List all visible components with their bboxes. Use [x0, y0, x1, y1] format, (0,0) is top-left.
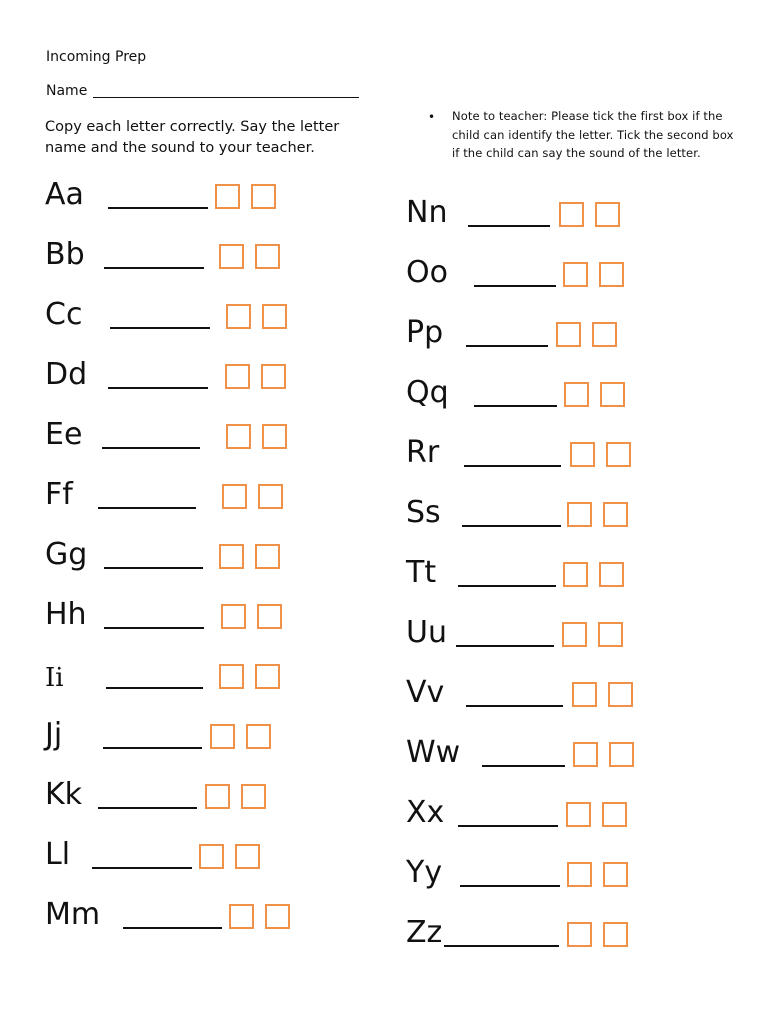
identify-letter-checkbox[interactable] [559, 202, 584, 227]
letter-row-pp [0, 315, 768, 355]
copy-letter-blank[interactable] [474, 285, 556, 287]
letter-pair: Mm [45, 897, 101, 932]
copy-letter-blank[interactable] [482, 765, 565, 767]
letter-pair: Ff [45, 477, 73, 512]
letter-pair: Uu [406, 615, 447, 650]
copy-letter-blank[interactable] [462, 525, 561, 527]
letter-pair: Ll [45, 837, 71, 872]
letter-sound-checkbox[interactable] [609, 742, 634, 767]
letter-row-tt [0, 555, 768, 595]
instructions-text: Copy each letter correctly. Say the letter name and the sound to your teacher. [45, 119, 340, 156]
letter-row-nn [0, 195, 768, 235]
copy-letter-blank[interactable] [466, 705, 563, 707]
letter-pair: Ww [406, 735, 461, 770]
identify-letter-checkbox[interactable] [567, 502, 592, 527]
copy-letter-blank[interactable] [444, 945, 559, 947]
letter-pair: Yy [406, 855, 443, 890]
letter-sound-checkbox[interactable] [595, 202, 620, 227]
teacher-note: Note to teacher: Please tick the first box if the child can identify the letter. Tick the second box if the child can say the sound of the letter. [452, 109, 734, 160]
letter-sound-checkbox[interactable] [603, 502, 628, 527]
letter-pair: Bb [45, 237, 85, 272]
letter-pair: Jj [45, 717, 63, 752]
letter-sound-checkbox[interactable] [599, 262, 624, 287]
identify-letter-checkbox[interactable] [564, 382, 589, 407]
identify-letter-checkbox[interactable] [562, 622, 587, 647]
letter-row-oo [0, 255, 768, 295]
copy-letter-blank[interactable] [466, 345, 548, 347]
letter-pair: Ee [45, 417, 83, 452]
name-label: Name [46, 83, 88, 99]
letter-pair: Hh [45, 597, 87, 632]
letter-pair: Zz [406, 915, 443, 950]
identify-letter-checkbox[interactable] [570, 442, 595, 467]
letter-pair: Kk [45, 777, 83, 812]
letter-row-vv [0, 675, 768, 715]
letter-sound-checkbox[interactable] [608, 682, 633, 707]
letter-pair: Rr [406, 435, 440, 470]
identify-letter-checkbox[interactable] [573, 742, 598, 767]
letter-row-xx [0, 795, 768, 835]
letter-pair: Tt [406, 555, 437, 590]
letter-pair: Gg [45, 537, 88, 572]
copy-letter-blank[interactable] [458, 585, 556, 587]
letter-pair: Nn [406, 195, 448, 230]
copy-letter-blank[interactable] [468, 225, 550, 227]
letter-row-qq [0, 375, 768, 415]
letter-row-rr [0, 435, 768, 475]
letter-pair: Oo [406, 255, 448, 290]
copy-letter-blank[interactable] [458, 825, 558, 827]
note-bullet: • [428, 110, 436, 124]
copy-letter-blank[interactable] [460, 885, 560, 887]
letter-sound-checkbox[interactable] [603, 862, 628, 887]
letter-sound-checkbox[interactable] [598, 622, 623, 647]
letter-pair: Dd [45, 357, 88, 392]
copy-letter-blank[interactable] [474, 405, 557, 407]
letter-pair: Aa [45, 177, 84, 212]
letter-pair: Ii [45, 663, 64, 693]
letter-sound-checkbox[interactable] [600, 382, 625, 407]
letter-sound-checkbox[interactable] [603, 922, 628, 947]
letter-pair: Cc [45, 297, 83, 332]
letter-pair: Xx [406, 795, 445, 830]
identify-letter-checkbox[interactable] [567, 862, 592, 887]
identify-letter-checkbox[interactable] [566, 802, 591, 827]
copy-letter-blank[interactable] [456, 645, 554, 647]
letter-pair: Ss [406, 495, 441, 530]
letter-sound-checkbox[interactable] [599, 562, 624, 587]
letter-pair: Vv [406, 675, 445, 710]
letter-row-uu [0, 615, 768, 655]
letter-row-yy [0, 855, 768, 895]
letter-pair: Qq [406, 375, 449, 410]
identify-letter-checkbox[interactable] [556, 322, 581, 347]
letter-row-zz [0, 915, 768, 955]
letter-pair: Pp [406, 315, 444, 350]
identify-letter-checkbox[interactable] [567, 922, 592, 947]
letter-row-ss [0, 495, 768, 535]
identify-letter-checkbox[interactable] [563, 262, 588, 287]
letter-sound-checkbox[interactable] [602, 802, 627, 827]
worksheet-title: Incoming Prep [46, 49, 147, 65]
letter-sound-checkbox[interactable] [606, 442, 631, 467]
identify-letter-checkbox[interactable] [563, 562, 588, 587]
identify-letter-checkbox[interactable] [572, 682, 597, 707]
letter-row-ww [0, 735, 768, 775]
copy-letter-blank[interactable] [464, 465, 561, 467]
letter-sound-checkbox[interactable] [592, 322, 617, 347]
name-field[interactable] [93, 97, 359, 98]
